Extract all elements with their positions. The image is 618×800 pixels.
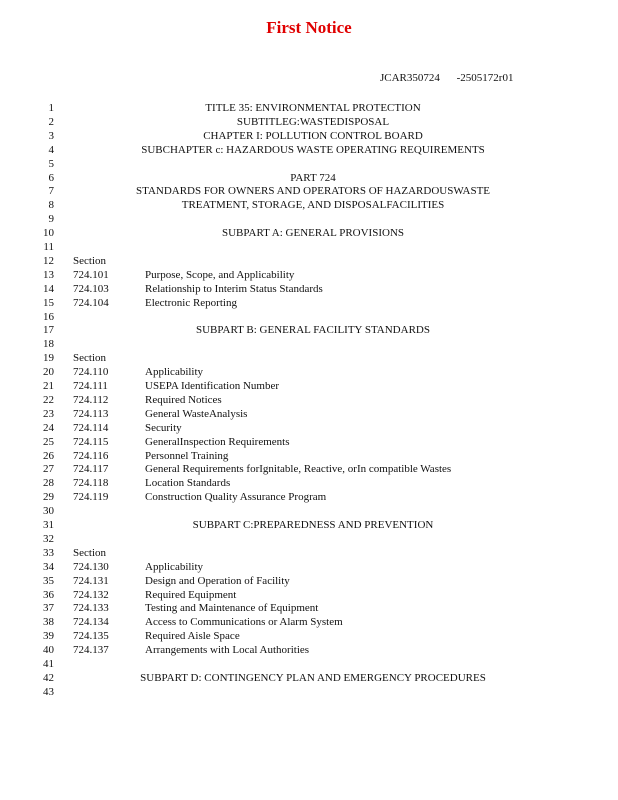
section-title: General Requirements forIgnitable, Reactive, orIn compatible Wastes [145,463,452,476]
document-line [0,421,618,435]
line-number: 25 [43,435,54,448]
document-line [0,212,618,226]
line-number: 16 [43,310,54,323]
line-number: 41 [43,658,54,670]
line-number: 19 [43,352,54,365]
line-number: 35 [43,574,54,587]
line-number: 9 [48,213,54,226]
line-number: 24 [43,421,54,434]
document-line [0,685,618,699]
line-number: 3 [48,129,54,142]
centered-heading: TREATMENT, STORAGE, AND DISPOSALFACILITIES [181,199,445,212]
line-number: 36 [43,588,54,601]
section-number: 724.110 [73,366,109,379]
document-line [0,407,618,421]
document-line [0,365,618,379]
section-title: USEPA Identification Number [145,380,280,392]
document-line [0,379,618,393]
document-line [0,615,618,629]
section-number: 724.113 [73,407,109,420]
line-number: 21 [43,380,54,392]
line-number: 1 [48,102,54,114]
centered-heading: SUBCHAPTER c: HAZARDOUS WASTE OPERATING REQUIREMENTS [141,143,485,156]
document-line [0,657,618,671]
section-title: Arrangements with Local Authorities [145,644,310,657]
line-number: 30 [43,505,54,518]
document-line [0,462,618,476]
section-title: Testing and Maintenance of Equipment [145,602,319,615]
section-title: Relationship to Interim Status Standards [145,282,323,295]
document-line [0,546,618,560]
centered-heading: CHAPTER I: POLLUTION CONTROL BOARD [203,129,423,142]
section-number: 724.103 [73,282,109,295]
section-number: 724.104 [73,296,109,309]
section-number: 724.115 [73,435,109,448]
document-line [0,282,618,296]
document-line [0,351,618,365]
document-line [0,601,618,615]
line-number: 13 [43,268,54,281]
section-number: 724.130 [73,560,109,573]
line-number: 2 [48,115,54,128]
line-number: 11 [43,241,54,253]
document-line [0,435,618,449]
document-line [0,588,618,602]
centered-heading: SUBTITLEG:WASTEDISPOSAL [236,115,390,128]
section-number: 724.131 [73,574,109,587]
line-number: 6 [48,171,54,184]
document-line [0,337,618,351]
document-line [0,268,618,282]
line-number: 34 [43,560,54,573]
centered-heading: TITLE 35: ENVIRONMENTAL PROTECTION [205,102,421,114]
document-line [0,393,618,407]
section-number: 724.133 [73,602,109,615]
centered-heading: SUBPART C:PREPAREDNESS AND PREVENTION [192,519,434,531]
section-title: Access to Communications or Alarm System [145,616,343,629]
document-line [0,198,618,212]
line-number: 15 [43,296,54,309]
section-title: Required Aisle Space [145,630,240,643]
document-line [0,629,618,643]
section-title: Applicability [145,560,204,573]
document-line [0,532,618,546]
section-number: 724.118 [73,477,109,490]
section-number: 724.137 [73,644,109,657]
line-number: 29 [43,491,54,504]
section-number: 724.112 [73,393,109,406]
line-number: 31 [43,519,54,531]
section-number: 724.132 [73,588,109,601]
document-line [0,449,618,463]
line-number: 17 [43,324,54,337]
first-notice-heading: First Notice [266,18,352,37]
section-column-heading: Section [73,352,106,365]
line-number: 26 [43,449,54,462]
line-number: 38 [43,616,54,629]
section-number: 724.135 [73,630,109,643]
document-line [0,476,618,490]
document-line [0,184,618,198]
line-number: 23 [43,407,54,420]
section-title: Applicability [145,366,204,379]
document-line [0,226,618,240]
document-line [0,101,618,115]
line-number: 5 [48,157,54,170]
document-line [0,671,618,685]
section-number: 724.111 [73,380,108,392]
line-number: 7 [48,185,54,198]
line-number: 14 [43,282,54,295]
line-number: 40 [43,644,54,657]
line-number: 22 [43,393,54,406]
document-line [0,157,618,171]
section-number: 724.114 [73,421,109,434]
line-number: 18 [43,338,54,351]
line-number: 28 [43,477,54,490]
line-number: 8 [48,199,54,212]
centered-heading: SUBPART B: GENERAL FACILITY STANDARDS [196,324,430,337]
section-title: Location Standards [145,477,231,490]
document-line [0,643,618,657]
document-line [0,240,618,254]
section-title: Construction Quality Assurance Program [145,491,327,504]
line-number: 39 [43,630,54,643]
line-number: 12 [43,254,54,267]
line-number: 43 [43,685,54,698]
jcar-code: JCAR350724 -2505172r01 [380,72,514,84]
centered-heading: SUBPART D: CONTINGENCY PLAN AND EMERGENCY PROCEDURES [140,671,486,684]
section-column-heading: Section [73,546,106,559]
section-number: 724.119 [73,491,109,504]
section-number: 724.134 [73,616,109,629]
line-number: 37 [43,602,54,615]
section-title: Purpose, Scope, and Applicability [145,268,295,281]
section-title: GeneralInspection Requirements [145,435,290,448]
document-line [0,574,618,588]
section-number: 724.101 [73,268,109,281]
document-line [0,143,618,157]
section-number: 724.116 [73,449,109,462]
section-title: Security [145,421,182,434]
line-number: 33 [43,546,54,559]
document-line [0,129,618,143]
centered-heading: PART 724 [290,171,336,184]
document-line [0,504,618,518]
line-number: 42 [43,671,54,684]
line-number: 10 [43,227,54,240]
section-title: Electronic Reporting [145,296,237,309]
section-title: Personnel Training [145,449,229,462]
centered-heading: STANDARDS FOR OWNERS AND OPERATORS OF HAZARDOUSWASTE [135,185,491,198]
section-title: Required Equipment [145,588,237,601]
document-line [0,254,618,268]
section-column-heading: Section [73,254,106,267]
section-title: Design and Operation of Facility [145,574,290,587]
line-number: 20 [43,366,54,379]
line-number: 4 [48,143,54,156]
section-title: Required Notices [145,393,222,406]
document-line [0,171,618,185]
line-number: 27 [43,463,54,476]
document-line [0,296,618,310]
document-line [0,490,618,504]
document-line [0,115,618,129]
section-title: General WasteAnalysis [145,407,248,420]
document-line [0,518,618,532]
line-number: 32 [43,532,54,545]
document-line [0,310,618,324]
section-number: 724.117 [73,463,109,476]
centered-heading: SUBPART A: GENERAL PROVISIONS [222,227,404,240]
document-line [0,323,618,337]
document-line [0,560,618,574]
